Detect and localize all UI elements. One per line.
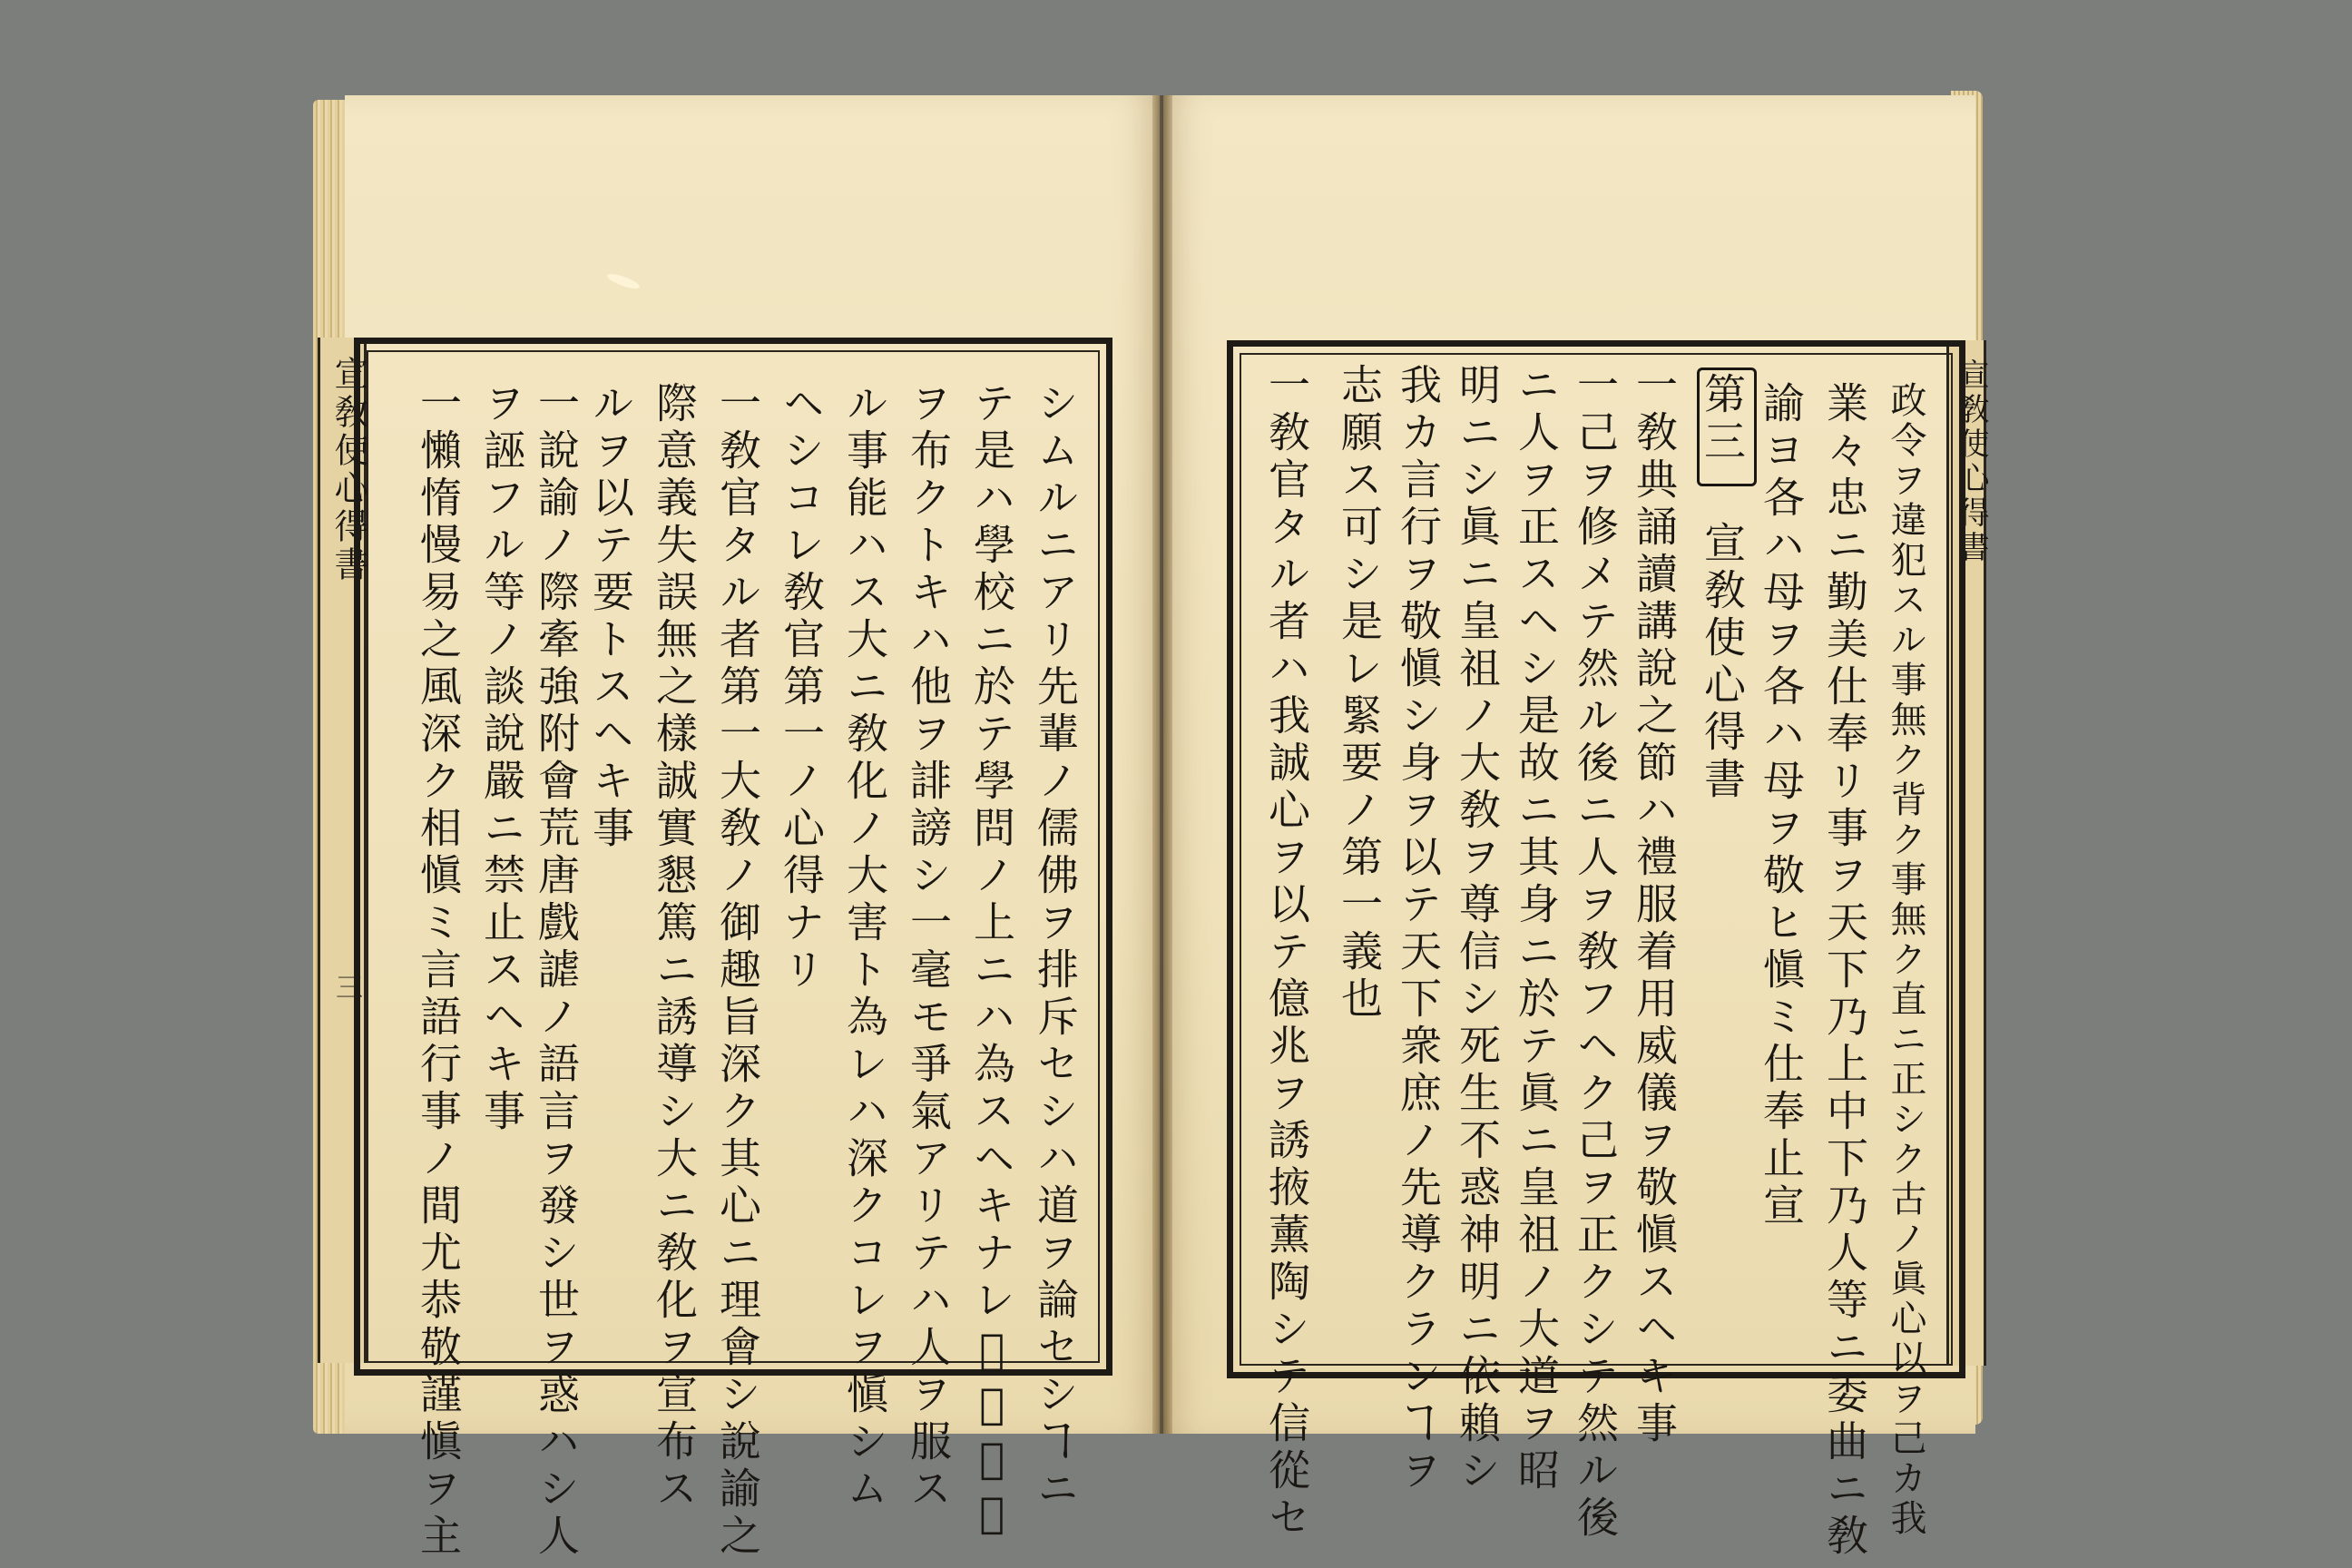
left-column-9: 一說諭ノ際牽強附會荒唐戲謔ノ語言ヲ發シ世ヲ惑ハシ人 [532, 381, 581, 1561]
left-column-1: シムルニアリ先輩ノ儒佛ヲ排斥セシハ道ヲ論セシヿニ [1031, 381, 1080, 1514]
right-column-5: 一敎典誦讀講說之節ハ禮服着用威儀ヲ敬愼スヘキ事 [1630, 363, 1679, 1448]
left-column-5: ヘシコレ敎官第一ノ心得ナリ [777, 381, 826, 995]
left-column-6: 一敎官タル者第一大敎ノ御趣旨深ク其心ニ理會シ說諭之 [713, 381, 762, 1561]
right-column-2: 業々忠ニ勤美仕奉リ事ヲ天下乃上中下乃人等ニ委曲ニ敎 [1820, 381, 1869, 1561]
section-heading: 第三 宣敎使心得書 [1698, 372, 1747, 804]
right-column-10: 志願ス可シ是レ緊要ノ第一義也 [1335, 363, 1384, 1024]
right-column-11: 一敎官タル者ハ我誠心ヲ以テ億兆ヲ誘掖薰陶シテ信從セ [1262, 363, 1311, 1543]
right-column-9: 我カ言行ヲ敬愼シ身ヲ以テ天下衆庶ノ先導クランヿヲ [1394, 363, 1443, 1495]
left-column-7: 際意義失誤無之樣誠實懇篤ニ誘導シ大ニ敎化ヲ宣布ス [650, 381, 699, 1514]
right-column-1: 政令ヲ違犯スル事無ク背ク事無ク直ニ正シク古ノ眞心以ヲ己カ我 [1885, 381, 1926, 1539]
left-column-3: ヲ布クトキハ他ヲ誹謗シ一毫モ爭氣アリテハ人ヲ服ス [904, 381, 953, 1514]
left-column-2: テ是ハ學校ニ於テ學問ノ上ニハ為スヘキナレ𪜈今日敎 [967, 381, 1016, 1543]
left-column-10: ヲ誣フル等ノ談說嚴ニ禁止スヘキ事 [477, 381, 526, 1136]
left-column-8: ルヲ以テ要トスヘキ事 [586, 381, 635, 853]
right-column-7: ニ人ヲ正スヘシ是故ニ其身ニ於テ眞ニ皇祖ノ大道ヲ昭 [1512, 363, 1561, 1495]
right-column-8: 明ニシ眞ニ皇祖ノ大敎ヲ尊信シ死生不惑神明ニ依賴シ [1453, 363, 1502, 1495]
left-margin-title: 宣敎使心得書 [328, 356, 368, 584]
right-column-3: 諭ヨ各ハ母ヲ各ハ母ヲ敬ヒ愼ミ仕奉止宣 [1757, 381, 1806, 1230]
right-column-6: 一己ヲ修メテ然ル後ニ人ヲ敎フヘク己ヲ正クシテ然ル後 [1571, 363, 1620, 1543]
left-column-4: ル事能ハス大ニ敎化ノ大害ト為レハ深クコレヲ愼シム [840, 381, 889, 1514]
left-page-number: 三 [330, 973, 362, 1004]
right-margin-title: 宣敎使心得書 [1953, 358, 1989, 565]
book-gutter [1152, 95, 1172, 1434]
left-column-11: 一懶惰慢易之風深ク相愼ミ言語行事ノ間尤恭敬謹愼ヲ主 [414, 381, 463, 1561]
